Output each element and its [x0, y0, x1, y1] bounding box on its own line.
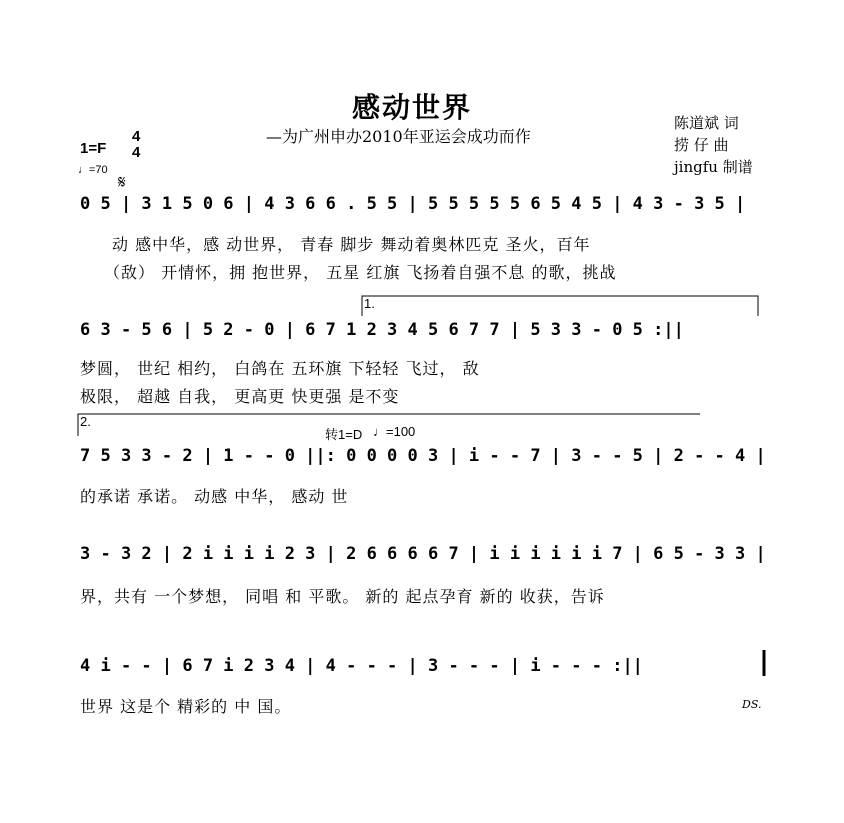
composer-credit: 捞 仔 曲: [674, 136, 729, 154]
volta-2-label: 2.: [80, 414, 91, 429]
notation-row-3: 7 5 3 3 - 2 | 1 - - 0 ||: 0 0 0 0 3 | i - - 7 | 3 - - 5 | 2 - - 4 |: [80, 446, 766, 466]
tempo-marking: ♩=70: [78, 164, 108, 176]
notation-row-1: 0 5 | 3 1 5 0 6 | 4 3 6 6 . 5 5 | 5 5 5 5 5 6 5 4 5 | 4 3 - 3 5 |: [80, 194, 746, 214]
time-signature-bottom: 4: [132, 144, 141, 161]
song-subtitle: —为广州申办2010年亚运会成功而作: [266, 127, 531, 146]
key-signature: 1=F: [80, 140, 107, 157]
song-title: 感动世界: [352, 91, 473, 124]
lyrics-row-1-verse-1: 动 感中华，感 动世界， 青春 脚步 舞动着奥林匹克 圣火，百年: [112, 235, 591, 254]
quarter-note-icon: ♩: [78, 164, 89, 176]
lyrics-row-2-verse-2: 极限， 超越 自我， 更高更 快更强 是不变: [80, 387, 400, 406]
time-signature-top: 4: [132, 128, 141, 145]
lyricist-credit: 陈道斌 词: [674, 114, 739, 132]
new-tempo-marking: ♩=100: [373, 424, 416, 439]
key-change-marking: 转1=D: [325, 427, 363, 442]
volta-1-label: 1.: [364, 296, 375, 311]
notation-row-5: 4 i - - | 6 7 i 2 3 4 | 4 - - - | 3 - - - | i - - - :||: [80, 656, 643, 676]
lyrics-row-3: 的承诺 承诺。 动感 中华， 感动 世: [80, 487, 349, 506]
notation-row-2: 6 3 - 5 6 | 5 2 - 0 | 6 7 1 2 3 4 5 6 7 7 | 5 3 3 - 0 5 :||: [80, 320, 684, 340]
notation-row-4: 3 - 3 2 | 2 i i i i 2 3 | 2 6 6 6 6 7 | i i i i i i 7 | 6 5 - 3 3 |: [80, 544, 766, 564]
volta-2-bracket: [78, 414, 700, 436]
lyrics-row-2-verse-1: 梦圆， 世纪 相约， 白鸽在 五环旗 下轻轻 飞过， 敌: [80, 359, 480, 378]
lyrics-row-4: 界，共有 一个梦想， 同唱 和 平歌。 新的 起点孕育 新的 收获，告诉: [80, 587, 605, 606]
dal-segno-marking: DS.: [742, 698, 762, 711]
lyrics-row-5: 世界 这是个 精彩的 中 国。: [80, 697, 292, 716]
segno-icon: 𝄋: [118, 172, 126, 193]
volta-1-bracket: [362, 296, 758, 316]
lyrics-row-1-verse-2: （敌） 开情怀，拥 抱世界， 五星 红旗 飞扬着自强不息 的歌，挑战: [104, 263, 617, 282]
arranger-credit: jingfu 制谱: [674, 158, 753, 176]
quarter-note-icon: ♩: [373, 424, 386, 439]
